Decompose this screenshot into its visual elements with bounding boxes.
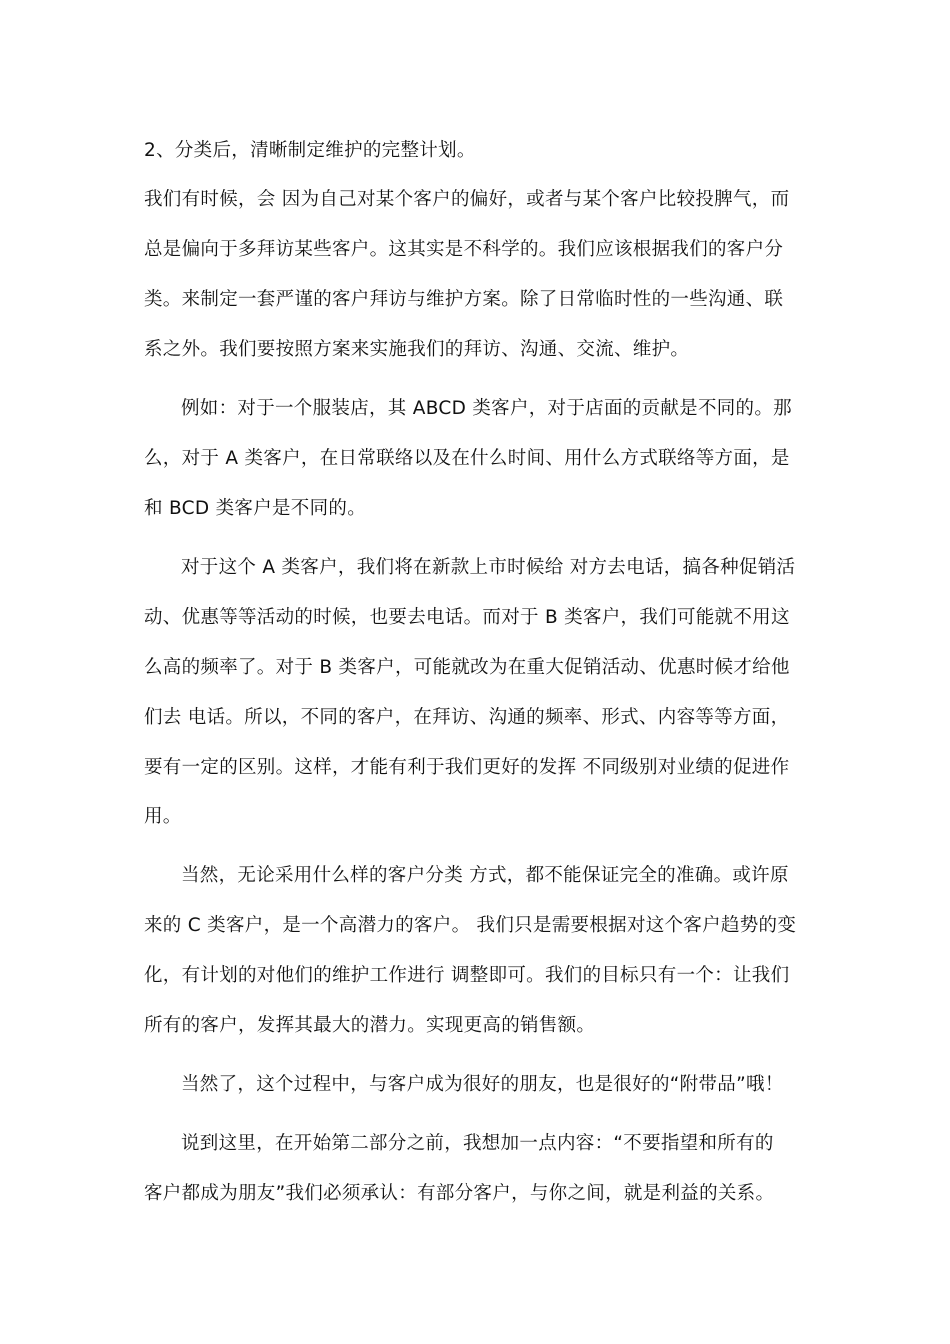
paragraph-line: 当然了，这个过程中，与客户成为很好的朋友，也是很好的“附带品”哦！: [181, 1074, 784, 1095]
paragraph-line: 么高的频率了。对于 B 类客户，可能就改为在重大促销活动、优惠时候才给他: [144, 657, 790, 678]
paragraph-line: 和 BCD 类客户是不同的。: [144, 498, 366, 519]
paragraph-line: 用。: [144, 806, 182, 827]
paragraph-line: 动、优惠等等活动的时候，也要去电话。而对于 B 类客户，我们可能就不用这: [144, 607, 790, 628]
paragraph-line: 说到这里，在开始第二部分之前，我想加一点内容：“不要指望和所有的: [181, 1133, 774, 1154]
paragraph-line: 例如：对于一个服装店，其 ABCD 类客户，对于店面的贡献是不同的。那: [181, 398, 792, 419]
paragraph-line: 化，有计划的对他们的维护工作进行 调整即可。我们的目标只有一个：让我们: [144, 965, 790, 986]
paragraph-line: 么，对于 A 类客户，在日常联络以及在什么时间、用什么方式联络等方面，是: [144, 448, 790, 469]
paragraph-line: 客户都成为朋友”我们必须承认：有部分客户，与你之间，就是利益的关系。: [144, 1183, 775, 1204]
paragraph-line: 来的 C 类客户，是一个高潜力的客户。 我们只是需要根据对这个客户趋势的变: [144, 915, 797, 936]
paragraph-line: 要有一定的区别。这样，才能有利于我们更好的发挥 不同级别对业绩的促进作: [144, 757, 790, 778]
paragraph-line: 类。来制定一套严谨的客户拜访与维护方案。除了日常临时性的一些沟通、联: [144, 289, 784, 310]
paragraph-line: 们去 电话。所以，不同的客户，在拜访、沟通的频率、形式、内容等等方面，: [144, 707, 790, 728]
paragraph-line: 当然，无论采用什么样的客户分类 方式，都不能保证完全的准确。或许原: [181, 865, 789, 886]
paragraph-line: 所有的客户，发挥其最大的潜力。实现更高的销售额。: [144, 1015, 596, 1036]
section-heading: 2、分类后，清晰制定维护的完整计划。: [144, 140, 476, 161]
paragraph-line: 对于这个 A 类客户，我们将在新款上市时候给 对方去电话，搞各种促销活: [181, 557, 796, 578]
paragraph-line: 系之外。我们要按照方案来实施我们的拜访、沟通、交流、维护。: [144, 339, 690, 360]
paragraph-line: 总是偏向于多拜访某些客户。这其实是不科学的。我们应该根据我们的客户分: [144, 239, 784, 260]
paragraph-line: 我们有时候，会 因为自己对某个客户的偏好，或者与某个客户比较投脾气，而: [144, 189, 790, 210]
